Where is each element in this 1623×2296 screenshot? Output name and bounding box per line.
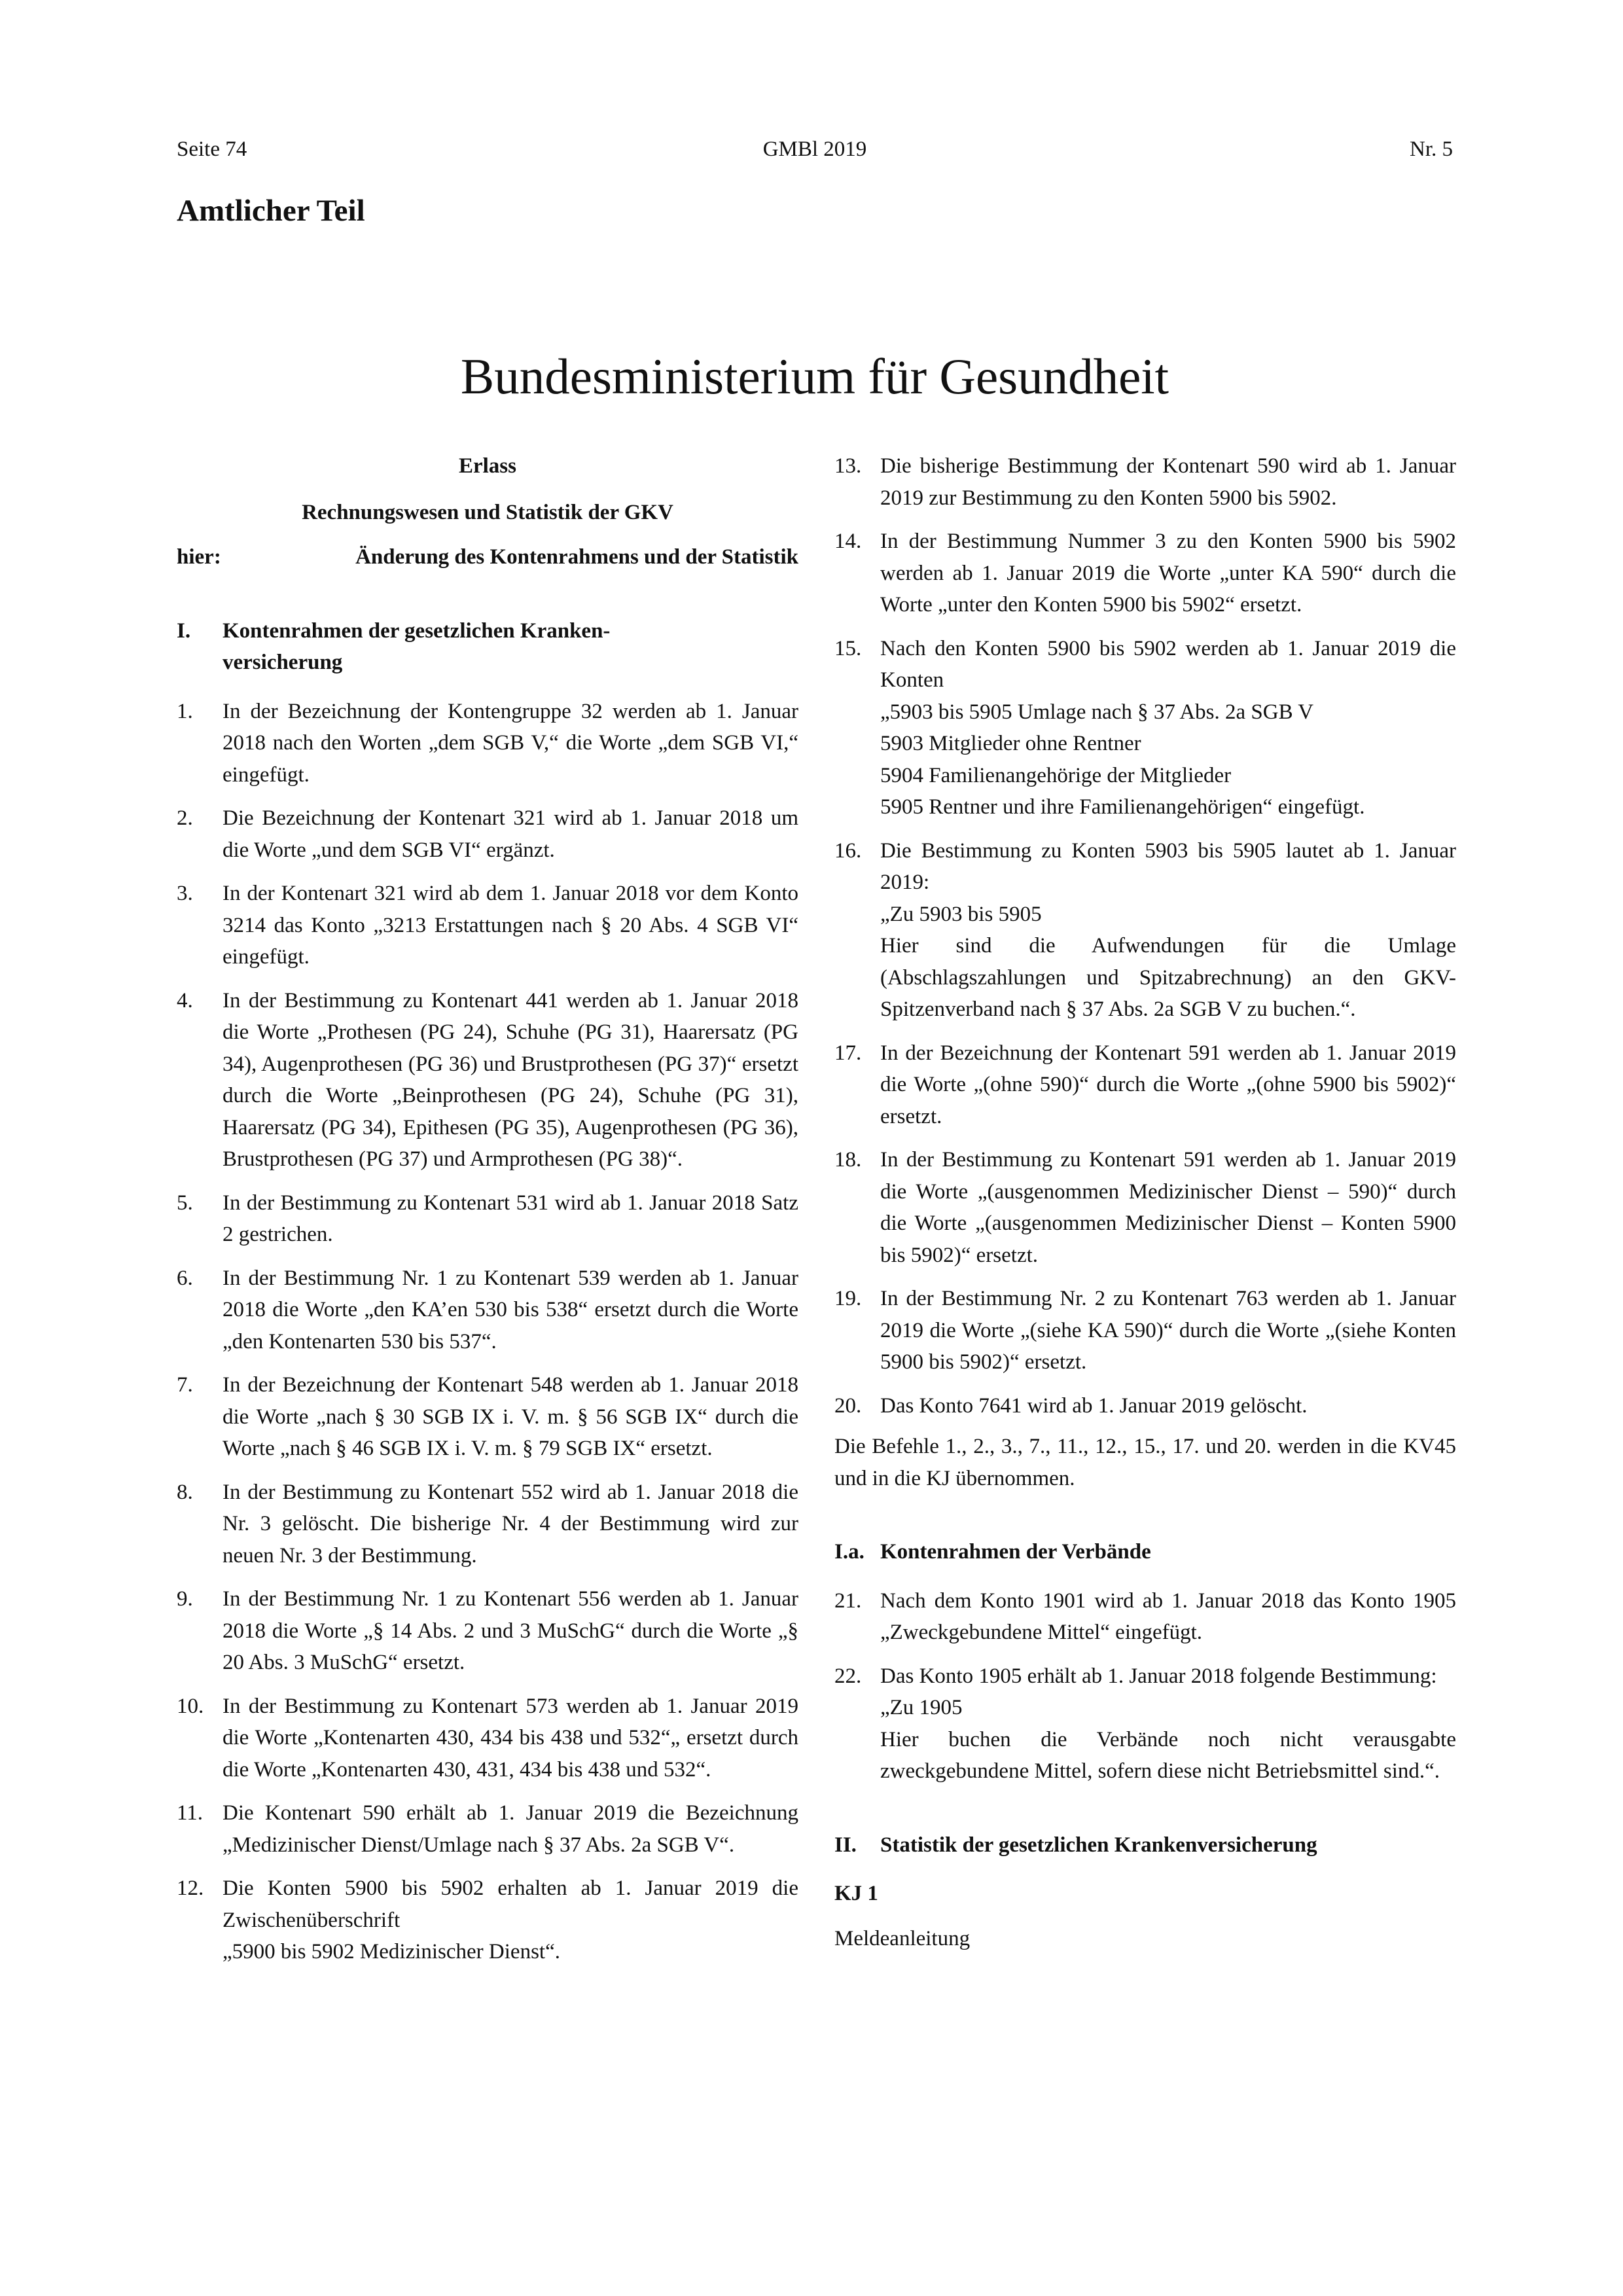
- item-quote-line: 5903 Mitglieder ohne Rentner: [880, 732, 1141, 755]
- item-number: 15.: [834, 636, 862, 660]
- section-heading: [834, 1536, 1456, 1568]
- item-number: 11.: [177, 1801, 204, 1825]
- item-number: 18.: [834, 1148, 862, 1172]
- item-number: 22.: [834, 1664, 862, 1688]
- list-item: [834, 1390, 1456, 1422]
- item-quote-line: „5903 bis 5905 Umlage nach § 37 Abs. 2a SGB V: [880, 700, 1314, 724]
- right-column: [834, 450, 1456, 1954]
- list-item: [177, 802, 798, 866]
- journal-name: GMBl 2019: [762, 137, 867, 161]
- decree-type: Erlass: [458, 454, 516, 478]
- list-item: [177, 1263, 798, 1358]
- list-item: [834, 526, 1456, 621]
- decree-subject: Rechnungswesen und Statistik der GKV: [302, 500, 673, 524]
- item-number: 8.: [177, 1480, 193, 1504]
- section-number: II.: [834, 1833, 857, 1857]
- item-text: [880, 1660, 1456, 1787]
- list-item: [177, 1369, 798, 1465]
- item-text: In der Bestimmung Nr. 1 zu Kontenart 539 werden ab 1. Januar 2018 die Worte „den KA’en 530 bis 538“ ersetzt durch die Worte „den Kontenarten 530 bis 537“.: [223, 1266, 798, 1354]
- item-number: 13.: [834, 454, 862, 478]
- list-item: [834, 835, 1456, 1026]
- list-item: [834, 1037, 1456, 1133]
- item-intro: Das Konto 1905 erhält ab 1. Januar 2018 folgende Bestimmung:: [880, 1664, 1437, 1688]
- item-number: 19.: [834, 1287, 862, 1310]
- item-text: In der Bezeichnung der Kontenart 548 werden ab 1. Januar 2018 die Worte „nach § 30 SGB IX i. V. m. § 56 SGB IX“ durch die Worte „nach § 46 SGB IX i. V. m. § 79 SGB IX“ ersetzt.: [223, 1373, 798, 1460]
- item-text: [880, 835, 1456, 1026]
- section-title: Kontenrahmen der gesetzlichen Kranken- versicherung: [223, 619, 611, 674]
- list-item: [177, 1477, 798, 1572]
- item-text: In der Bestimmung zu Kontenart 573 werden ab 1. Januar 2019 die Worte „Kontenarten 430, 434 bis 438 und 532“„ ersetzt durch die Worte „Kontenarten 430, 431, 434 bis 438 und 532“.: [223, 1694, 798, 1782]
- section-number: I.: [177, 619, 191, 643]
- section-title: Kontenrahmen der Verbände: [880, 1540, 1151, 1564]
- section-heading: [834, 1829, 1456, 1861]
- list-item: [177, 696, 798, 791]
- item-text: In der Bestimmung Nr. 1 zu Kontenart 556 werden ab 1. Januar 2018 die Worte „§ 14 Abs. 2 und 3 MuSchG“ durch die Worte „§ 20 Abs. 3 MuSchG“ ersetzt.: [223, 1587, 798, 1674]
- item-text: Das Konto 7641 wird ab 1. Januar 2019 gelöscht.: [880, 1393, 1308, 1418]
- item-text: Nach dem Konto 1901 wird ab 1. Januar 2018 das Konto 1905 „Zweckgebundene Mittel“ eingefügt.: [880, 1588, 1456, 1644]
- item-text: In der Bestimmung zu Kontenart 591 werden ab 1. Januar 2019 die Worte „(ausgenommen Medizinischer Dienst – 590)“ durch die Worte „(ausgenommen Medizinischer Dienst – Konten 5900 bis 5902)“ ersetzt.: [880, 1148, 1456, 1267]
- list-item: [834, 1585, 1456, 1649]
- page-header: [177, 133, 1453, 166]
- item-text: In der Bestimmung zu Kontenart 552 wird ab 1. Januar 2018 die Nr. 3 gelöscht. Die bisherige Nr. 4 der Bestimmung wird zur neuen Nr. 3 der Bestimmung.: [223, 1480, 798, 1568]
- item-quote-line: „Zu 5903 bis 5905: [880, 902, 1042, 926]
- item-number: 12.: [177, 1876, 204, 1900]
- subsection-text: Meldeanleitung: [834, 1926, 971, 1950]
- list-item: [177, 1691, 798, 1786]
- subsection-heading: KJ 1: [834, 1882, 878, 1905]
- left-column: [177, 450, 798, 1968]
- ministry-title: Bundesministerium für Gesundheit: [460, 348, 1169, 404]
- item-quote-line: „5900 bis 5902 Medizinischer Dienst“.: [223, 1940, 560, 1964]
- list-item: [177, 878, 798, 973]
- item-number: 3.: [177, 882, 193, 905]
- item-intro: Die Konten 5900 bis 5902 erhalten ab 1. Januar 2019 die Zwischenüberschrift: [223, 1876, 798, 1932]
- item-number: 21.: [834, 1588, 862, 1613]
- item-quote-body: Hier sind die Aufwendungen für die Umlage (Abschlagszahlungen und Spitzabrechnung) an den GKV-Spitzenverband nach § 37 Abs. 2a SGB V zu buchen.“.: [880, 934, 1456, 1021]
- item-intro: Nach den Konten 5900 bis 5902 werden ab 1. Januar 2019 die Konten: [880, 636, 1456, 692]
- list-item: [834, 1660, 1456, 1787]
- issue-number: Nr. 5: [1410, 137, 1453, 161]
- item-number: 10.: [177, 1694, 204, 1718]
- list-item: [834, 633, 1456, 823]
- item-number: 16.: [834, 838, 862, 863]
- list-item: [177, 985, 798, 1175]
- list-item: [177, 1187, 798, 1251]
- hier-text: Änderung des Kontenrahmens und der Statistik: [355, 545, 798, 569]
- hier-label: hier:: [177, 545, 221, 569]
- item-text: Die Bezeichnung der Kontenart 321 wird ab 1. Januar 2018 um die Worte „und dem SGB VI“ ergänzt.: [223, 806, 798, 862]
- item-text: In der Bestimmung zu Kontenart 531 wird ab 1. Januar 2018 Satz 2 gestrichen.: [223, 1191, 798, 1246]
- item-text: Die Kontenart 590 erhält ab 1. Januar 2019 die Bezeichnung „Medizinischer Dienst/Umlage nach § 37 Abs. 2a SGB V“.: [223, 1801, 798, 1857]
- item-number: 14.: [834, 529, 862, 553]
- item-quote-line: 5905 Rentner und ihre Familienangehörigen“ eingefügt.: [880, 795, 1365, 819]
- item-text: In der Bestimmung zu Kontenart 441 werden ab 1. Januar 2018 die Worte „Prothesen (PG 24), Schuhe (PG 31), Haarersatz (PG 34), Augenprothesen (PG 36) und Brustprothesen (PG 37)“ ersetzt durch die Worte „Beinprothesen (PG 24), Schuhe (PG 31), Haarersatz (PG 34), Epithesen (PG 35), Augenprothesen (PG 36), Brustprothesen (PG 37) und Armprothesen (PG 38)“.: [223, 988, 798, 1171]
- item-text: [880, 633, 1456, 823]
- item-quote-body: Hier buchen die Verbände noch nicht verausgabte zweckgebundene Mittel, sofern diese nicht Betriebsmittel sind.“.: [880, 1727, 1456, 1783]
- item-number: 9.: [177, 1587, 193, 1611]
- item-intro: Die Bestimmung zu Konten 5903 bis 5905 lautet ab 1. Januar 2019:: [880, 838, 1456, 894]
- item-text: Die bisherige Bestimmung der Kontenart 590 wird ab 1. Januar 2019 zur Bestimmung zu den Konten 5900 bis 5902.: [880, 454, 1456, 510]
- section-title: Statistik der gesetzlichen Krankenversicherung: [880, 1833, 1317, 1857]
- item-number: 20.: [834, 1393, 862, 1418]
- item-number: 5.: [177, 1191, 193, 1215]
- item-number: 7.: [177, 1373, 193, 1397]
- list-item: [177, 1797, 798, 1861]
- item-quote-line: 5904 Familienangehörige der Mitglieder: [880, 763, 1232, 787]
- item-quote-line: „Zu 1905: [880, 1696, 963, 1719]
- list-item: [177, 1583, 798, 1679]
- section-heading: [177, 615, 798, 679]
- list-item: [177, 1873, 798, 1968]
- item-text: [223, 1873, 798, 1968]
- list-item: [834, 1283, 1456, 1378]
- item-number: 1.: [177, 699, 193, 723]
- item-text: In der Bezeichnung der Kontenart 591 werden ab 1. Januar 2019 die Worte „(ohne 590)“ durch die Worte „(ohne 5900 bis 5902)“ ersetzt.: [880, 1041, 1456, 1128]
- section-number: I.a.: [834, 1540, 865, 1564]
- section-label: Amtlicher Teil: [177, 194, 365, 228]
- item-number: 4.: [177, 988, 193, 1013]
- closing-paragraph: Die Befehle 1., 2., 3., 7., 11., 12., 15., 17. und 20. werden in die KV45 und in die KJ übernommen.: [834, 1435, 1456, 1490]
- list-item: [834, 1144, 1456, 1271]
- decree-hier: [177, 541, 798, 573]
- item-text: In der Bestimmung Nr. 2 zu Kontenart 763 werden ab 1. Januar 2019 die Worte „(siehe KA 590)“ durch die Worte „(siehe Konten 5900 bis 5902)“ ersetzt.: [880, 1287, 1456, 1374]
- item-number: 2.: [177, 806, 193, 830]
- item-text: In der Bezeichnung der Kontengruppe 32 werden ab 1. Januar 2018 nach den Worten „dem SGB V,“ die Worte „dem SGB VI,“ eingefügt.: [223, 699, 798, 787]
- item-text: In der Kontenart 321 wird ab dem 1. Januar 2018 vor dem Konto 3214 das Konto „3213 Erstattungen nach § 20 Abs. 4 SGB VI“ eingefügt.: [223, 882, 798, 969]
- page-number: Seite 74: [177, 137, 247, 161]
- list-item: [834, 450, 1456, 514]
- item-number: 17.: [834, 1041, 862, 1065]
- item-number: 6.: [177, 1266, 193, 1290]
- item-text: In der Bestimmung Nummer 3 zu den Konten 5900 bis 5902 werden ab 1. Januar 2019 die Worte „unter KA 590“ durch die Worte „unter den Konten 5900 bis 5902“ ersetzt.: [880, 529, 1456, 617]
